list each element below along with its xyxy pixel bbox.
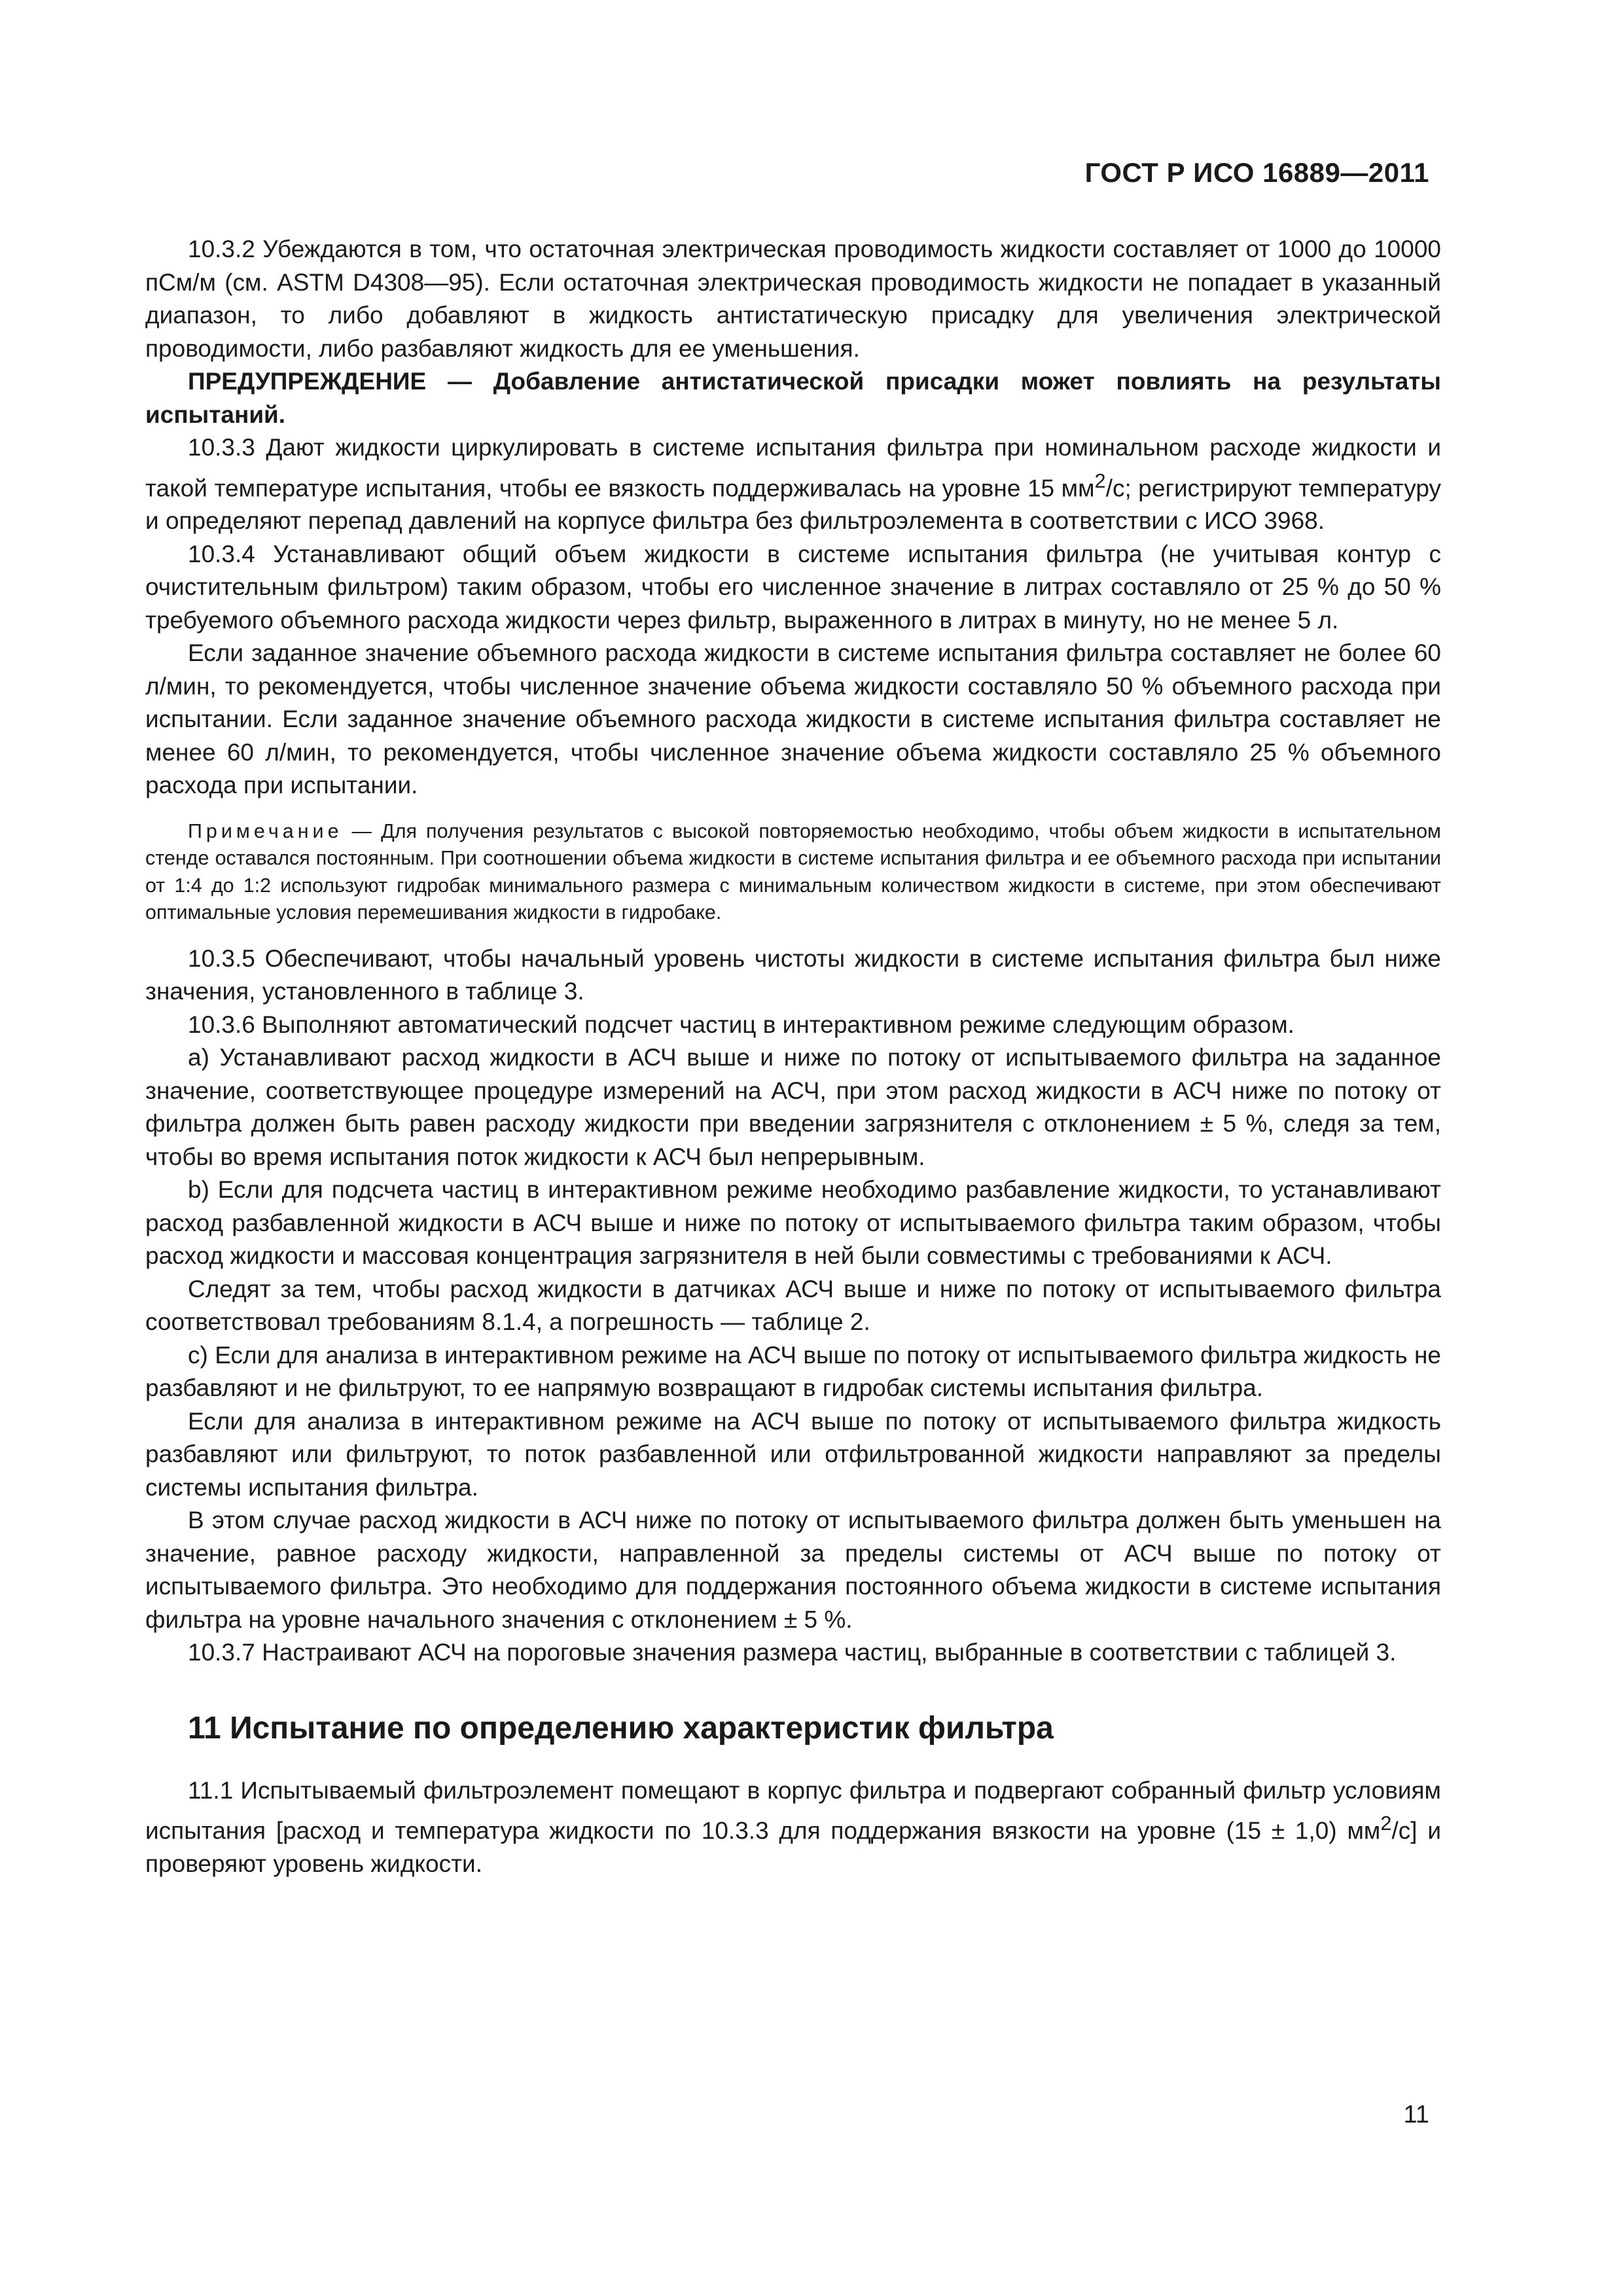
note-text: — Для получения результатов с высокой повторяемостью необходимо, чтобы объем жидкости в испытательном стенде оставался постоянным. При соотношении объема жидкости в системе испытания фильтра и ее объемного расхода при испытании от 1:4 до 1:2 используют гидробак минимального размера с минимальным количеством жидкости в системе, при этом обеспечивают оптимальные условия перемешивания жидкости в гидробаке. <box>145 819 1441 924</box>
paragraph-10-3-6-b-continued: Следят за тем, чтобы расход жидкости в датчиках АСЧ выше и ниже по потоку от испытываемого фильтра соответствовал требованиям 8.1.4, а погрешность — таблице 2. <box>145 1275 1441 1336</box>
paragraph-11-1 <box>145 1774 1441 1881</box>
paragraph-10-3-6-c-continued: Если для анализа в интерактивном режиме на АСЧ выше по потоку от испытываемого фильтра жидкость разбавляют или фильтруют, то поток разбавленной или отфильтрованной жидкости направляют за пределы системы испытания фильтра. <box>145 1407 1441 1501</box>
paragraph-10-3-3-text-b: /с; регистрируют температуру и определяют перепад давлений на корпусе фильтра без фильтроэлемента в соответствии с ИСО 3968. <box>145 474 1441 535</box>
section-11-heading: 11 Испытание по определению характеристик фильтра <box>188 1710 1054 1746</box>
paragraph-10-3-6-a: a) Устанавливают расход жидкости в АСЧ выше и ниже по потоку от испытываемого фильтра на заданное значение, соответствующее процедуре измерений на АСЧ, при этом расход жидкости в АСЧ ниже по потоку от фильтра должен быть равен расходу жидкости при введении загрязнителя с отклонением ± 5 %, следя за тем, чтобы во время испытания поток жидкости к АСЧ был непрерывным. <box>145 1044 1441 1170</box>
paragraph-10-3-7: 10.3.7 Настраивают АСЧ на пороговые значения размера частиц, выбранные в соответствии с таблицей 3. <box>188 1639 1397 1666</box>
paragraph-10-3-5: 10.3.5 Обеспечивают, чтобы начальный уровень чистоты жидкости в системе испытания фильтра был ниже значения, установленного в таблице 3. <box>145 944 1441 1005</box>
paragraph-11-1-text-b: /с] и проверяют уровень жидкости. <box>145 1817 1441 1878</box>
page-number: 11 <box>1403 2101 1429 2128</box>
paragraph-10-3-2: 10.3.2 Убеждаются в том, что остаточная электрическая проводимость жидкости составляет от 1000 до 10000 пСм/м (см. ASTM D4308—95). Если остаточная электрическая проводимость жидкости не попадает в указанный диапазон, то либо добавляют в жидкость антистатическую присадку для увеличения электрической проводимости, либо разбавляют жидкость для ее уменьшения. <box>145 236 1441 362</box>
superscript-2: 2 <box>1380 1812 1392 1835</box>
note-paragraph <box>145 818 1441 927</box>
warning-paragraph: ПРЕДУПРЕЖДЕНИЕ — Добавление антистатической присадки может повлиять на результаты испытаний. <box>145 368 1441 428</box>
paragraph-10-3-6-c-continued-2: В этом случае расход жидкости в АСЧ ниже по потоку от испытываемого фильтра должен быть уменьшен на значение, равное расходу жидкости, направленной за пределы системы от АСЧ выше по потоку от испытываемого фильтра. Это необходимо для поддержания постоянного объема жидкости в системе испытания фильтра на уровне начального значения с отклонением ± 5 %. <box>145 1507 1441 1633</box>
document-body <box>145 233 1441 1881</box>
paragraph-10-3-6-b: b) Если для подсчета частиц в интерактивном режиме необходимо разбавление жидкости, то устанавливают расход разбавленной жидкости в АСЧ выше и ниже по потоку от испытываемого фильтра таким образом, чтобы расход жидкости и массовая концентрация загрязнителя в ней были совместимы с требованиями к АСЧ. <box>145 1176 1441 1270</box>
paragraph-11-1-text-a: 11.1 Испытываемый фильтроэлемент помещают в корпус фильтра и подвергают собранный фильтр условиям испытания [расход и температура жидкости по 10.3.3 для поддержания вязкости на уровне (15 ± 1,0) мм <box>145 1776 1441 1844</box>
paragraph-10-3-3-text-a: 10.3.3 Дают жидкости циркулировать в системе испытания фильтра при номинальном расходе жидкости и такой температуре испытания, чтобы ее вязкость поддерживалась на уровне 15 мм <box>145 434 1441 501</box>
paragraph-10-3-4-continued: Если заданное значение объемного расхода жидкости в системе испытания фильтра составляет не более 60 л/мин, то рекомендуется, чтобы численное значение объема жидкости составляло 50 % объемного расхода при испытании. Если заданное значение объемного расхода жидкости в системе испытания фильтра составляет не менее 60 л/мин, то рекомендуется, чтобы численное значение объема жидкости составляло 25 % объемного расхода при испытании. <box>145 639 1441 799</box>
document-header: ГОСТ Р ИСО 16889—2011 <box>1084 157 1429 188</box>
superscript-2: 2 <box>1094 469 1106 492</box>
paragraph-10-3-3 <box>145 431 1441 538</box>
paragraph-10-3-6: 10.3.6 Выполняют автоматический подсчет частиц в интерактивном режиме следующим образом. <box>188 1011 1294 1038</box>
paragraph-10-3-4: 10.3.4 Устанавливают общий объем жидкости в системе испытания фильтра (не учитывая контур с очистительным фильтром) таким образом, чтобы его численное значение в литрах составляло от 25 % до 50 % требуемого объемного расхода жидкости через фильтр, выраженного в литрах в минуту, но не менее 5 л. <box>145 540 1441 634</box>
note-label: Примечание <box>188 819 343 842</box>
paragraph-10-3-6-c: c) Если для анализа в интерактивном режиме на АСЧ выше по потоку от испытываемого фильтра жидкость не разбавляют и не фильтруют, то ее напрямую возвращают в гидробак системы испытания фильтра. <box>145 1341 1441 1402</box>
